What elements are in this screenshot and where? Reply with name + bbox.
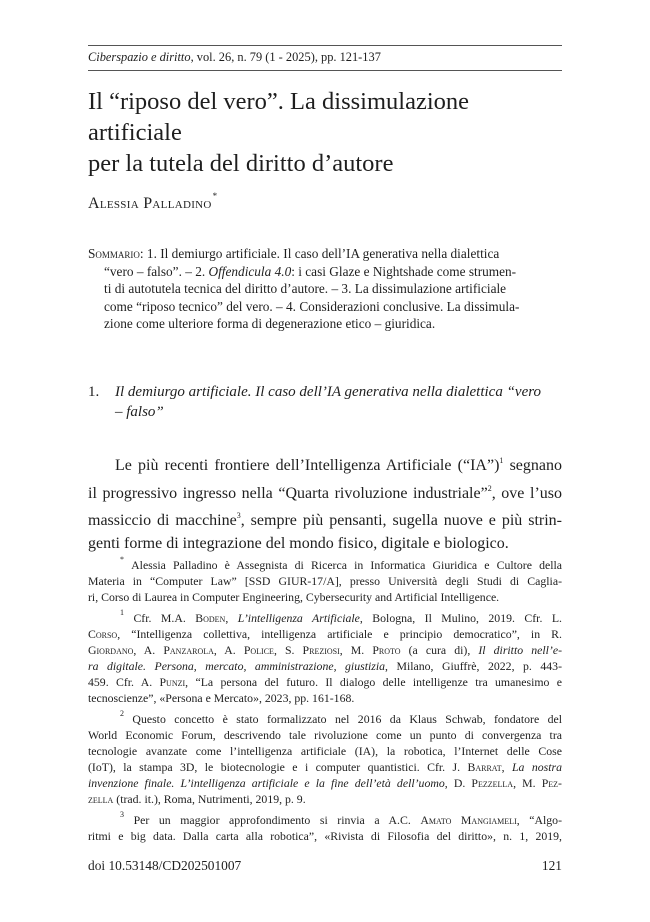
- summary-line: zione come ulteriore forma di degenerazione etico – giuridica.: [104, 316, 436, 332]
- footnote-text: (trad. it.), Roma, Nutrimenti, 2019, p. 9.: [113, 792, 306, 806]
- footnote-line: tecnoscienze”, «Persona e Mercato», 2023, pp. 161-168.: [88, 691, 355, 705]
- footnote-line: [88, 775, 562, 791]
- footnote-ref-2[interactable]: 2: [487, 483, 492, 493]
- footnote-author: Preziosi: [302, 643, 340, 657]
- footnote-author: Corso: [88, 627, 118, 641]
- footnote-text: Questo concetto è stato formalizzato nel 2016 da Klaus Schwab, fondatore del: [132, 712, 562, 726]
- footnote-text: Alessia Palladino è Assegnista di Ricerca in Informatica Giuridica e Cultore della: [131, 558, 563, 572]
- footnote-line: ri, Corso di Laurea in Computer Engineering, Cybersecurity and Artificial Intelligence.: [88, 590, 500, 604]
- footnote-line: [88, 759, 562, 775]
- body-text: il progressivo ingresso nella “Quarta rivoluzione industriale”: [88, 484, 488, 502]
- footnote-ref-1[interactable]: 1: [499, 456, 504, 465]
- author-footnote-mark: *: [212, 191, 218, 201]
- footnote-author: Punzi: [159, 675, 186, 689]
- footnotes: [88, 552, 562, 844]
- body-line: [88, 478, 562, 506]
- footnote-text: , Milano, Giuffrè, 2022, p. 443-: [385, 659, 562, 673]
- footnote-work-title: La nostra: [511, 760, 562, 774]
- header-rule-bottom: [88, 70, 562, 71]
- body-line: [88, 450, 562, 478]
- summary-line: ti di autotutela tecnica del diritto d’autore. – 3. La dissimulazione artificiale: [104, 281, 507, 297]
- footnote-author: Barrat: [467, 760, 502, 774]
- doi: doi 10.53148/CD202501007: [88, 858, 242, 873]
- footnote-line: [88, 552, 562, 573]
- footnote-text: Per un maggior approfondimento si rinvia a A.C.: [133, 813, 421, 827]
- body-paragraph: [88, 450, 562, 555]
- footnote-author: Proto: [372, 643, 401, 657]
- footnote-author: Boden: [195, 611, 226, 625]
- article-title: [88, 86, 568, 179]
- body-line: [88, 505, 562, 533]
- author-name: Alessia Palladino: [88, 195, 212, 212]
- footnote-line: [88, 674, 562, 690]
- footnote-mark-3: 3: [120, 810, 124, 819]
- header-rule-top: [88, 45, 562, 46]
- footnote-text: , S.: [273, 643, 303, 657]
- footnote-author: Pezzella: [471, 776, 514, 790]
- footnote-text: , “La persona del futuro. Il dialogo delle intelligenze tra umanesimo e: [185, 675, 562, 689]
- journal-name: Ciberspazio e diritto: [88, 50, 191, 64]
- summary-text-italic: Offendicula 4.0: [208, 263, 292, 279]
- footnote-author: Pez-: [541, 776, 562, 790]
- body-text: , ove l’uso: [491, 484, 562, 502]
- summary-line: [88, 245, 562, 263]
- footnote-author: Panzarola: [163, 643, 214, 657]
- footnote-text: , M.: [339, 643, 373, 657]
- body-text: Le più recenti frontiere dell’Intelligenza Artificiale (“IA”): [115, 457, 500, 474]
- body-text: massiccio di macchine: [88, 512, 237, 529]
- title-line-2: per la tutela del diritto d’autore: [88, 150, 394, 177]
- summary-text: “vero – falso”. – 2.: [104, 263, 209, 279]
- footnote-ref-3[interactable]: 3: [236, 511, 241, 520]
- footnote-line: [88, 706, 562, 727]
- page-number: 121: [541, 858, 562, 873]
- footnote-line: [88, 658, 562, 674]
- section-heading: [88, 382, 562, 422]
- footnote-text: , M.: [513, 776, 542, 790]
- footnote-text: , “Algo-: [516, 813, 563, 827]
- footnote-line: [88, 605, 562, 626]
- title-line-1: Il “riposo del vero”. La dissimulazione artificiale: [88, 88, 469, 146]
- author: [88, 191, 217, 213]
- footnote-mark-1: 1: [120, 608, 124, 617]
- footnote-text: Cfr. M.A.: [133, 611, 196, 625]
- footnote-work-title: invenzione finale. L’intelligenza artificiale e la fine dell’età dell’uomo: [88, 776, 445, 790]
- footnote-mark-star: *: [120, 555, 124, 564]
- section-number: 1.: [88, 384, 100, 400]
- footnote-line: ritmi e big data. Dalla carta alla robotica”, «Rivista di Filosofia del diritto», n. 1, 2019,: [88, 829, 562, 843]
- footnote-text: , A.: [133, 643, 164, 657]
- footnote-text: ,: [225, 611, 238, 625]
- running-header: [88, 50, 562, 65]
- footnote-text: , Bologna, Il Mulino, 2019. Cfr. L.: [359, 611, 562, 625]
- body-text: , sempre più pensanti, sugella nuove e più strin-: [240, 512, 562, 529]
- footnote-author: Giordano: [88, 643, 134, 657]
- footnote-text: , A.: [213, 643, 244, 657]
- footnote-author: Police: [243, 643, 274, 657]
- footnote-author: zella: [88, 792, 114, 806]
- footnote-line: [88, 807, 562, 828]
- footnote-work-title: L’intelligenza Artificiale: [237, 611, 360, 625]
- body-text: segnano: [503, 457, 562, 474]
- footnote-text: , “Intelligenza collettiva, intelligenza artificiale e principio democratico”, in R.: [117, 627, 562, 641]
- summary-text: : 1. Il demiurgo artificiale. Il caso dell’IA generativa nella dialettica: [139, 246, 500, 261]
- footnote-line: Materia in “Computer Law” [SSD GIUR-17/A], presso Università degli Studi di Caglia-: [88, 574, 562, 588]
- section-title-line-1: Il demiurgo artificiale. Il caso dell’IA generativa nella dialettica “vero: [115, 384, 542, 400]
- footnote-text: (IoT), la stampa 3D, le biotecnologie e i computer quantistici. Cfr. J.: [88, 760, 468, 774]
- footnote-line: tecnologie avanzate come l’intelligenza artificiale (IA), la robotica, l’Internet delle Cose: [88, 744, 562, 758]
- summary-line: [88, 263, 562, 281]
- journal-details: , vol. 26, n. 79 (1 - 2025), pp. 121-137: [190, 50, 381, 64]
- footnote-work-title: Il diritto nell’e-: [478, 643, 562, 657]
- footnote-line: [88, 642, 562, 658]
- footnote-line: [88, 626, 562, 642]
- footnote-line: [88, 791, 562, 807]
- summary-label: Sommario: [88, 246, 140, 261]
- footnote-text: (a cura di),: [400, 643, 479, 657]
- body-line: genti forme di integrazione del mondo fisico, digitale e biologico.: [88, 534, 509, 552]
- footnote-text: 459. Cfr. A.: [88, 675, 160, 689]
- section-title-line-2: – falso”: [115, 404, 164, 420]
- footnote-mark-2: 2: [120, 709, 124, 718]
- summary-line: come “riposo tecnico” del vero. – 4. Considerazioni conclusive. La dissimula-: [104, 298, 520, 314]
- footnote-line: World Economic Forum, descrivendo tale rivoluzione come un punto di convergenza tra: [88, 728, 562, 742]
- summary-text: : i casi Glaze e Nightshade come strumen-: [291, 263, 517, 279]
- footnote-author: Amato Mangiameli: [420, 813, 517, 827]
- summary: [88, 245, 562, 333]
- footnote-text: , D.: [444, 776, 472, 790]
- footnote-work-title: ra digitale. Persona, mercato, amministrazione, giustizia: [88, 659, 386, 673]
- footnote-text: ,: [501, 760, 512, 774]
